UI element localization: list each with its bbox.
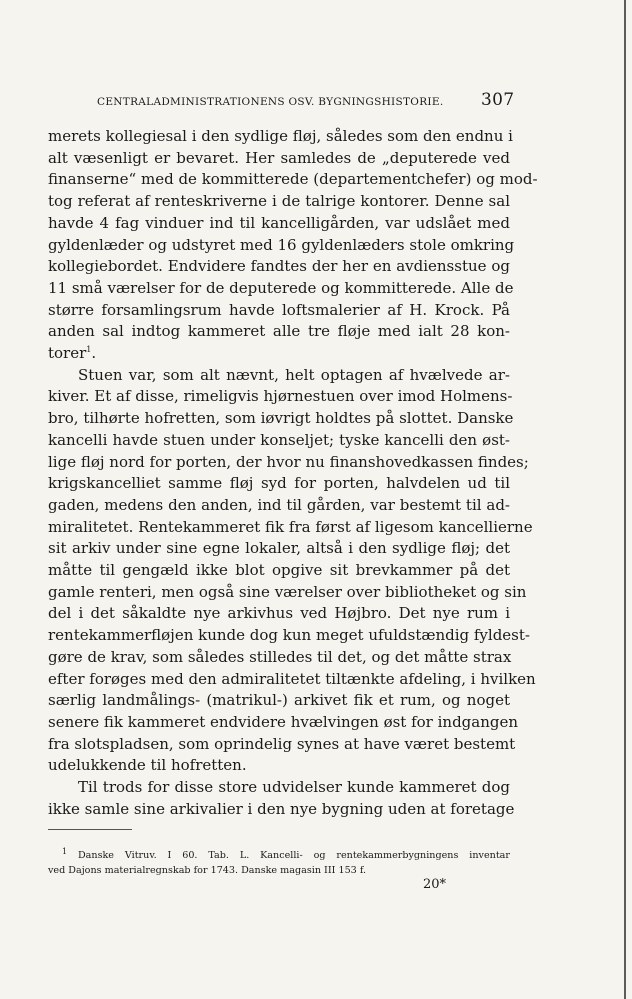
text-line: gaden, medens den anden, ind til gården, var bestemt til ad- [48, 495, 510, 514]
text-line: gamle renteri, men også sine værelser over bibliotheket og sin [48, 582, 527, 601]
text-line: Til trods for disse store udvidelser kunde kammeret dog [78, 778, 510, 797]
text-line: fra slotspladsen, som oprindelig synes at have været bestemt [48, 734, 516, 753]
footnote-line [48, 848, 510, 863]
page-number: 307 [481, 90, 515, 110]
text-line: kollegiebordet. Endvidere fandtes der her en avdiensstue og [48, 257, 510, 276]
body-text [48, 126, 538, 821]
text-line: større forsamlingsrum havde loftsmalerier af H. Krock. På [48, 300, 510, 319]
text-line: tog referat af renteskriverne i de talrige kontorer. Denne sal [48, 192, 510, 211]
text-line: anden sal indtog kammeret alle tre fløje med ialt 28 kon- [48, 322, 510, 341]
scan-edge [624, 0, 626, 999]
text-line: bro, tilhørte hofretten, som iøvrigt holdtes på slottet. Danske [48, 409, 514, 428]
text-line: havde 4 fag vinduer ind til kancelligården, var udslået med [48, 213, 510, 232]
text-line: Stuen var, som alt nævnt, helt optagen af hvælvede ar- [78, 365, 510, 384]
text-line: kiver. Et af disse, rimeligvis hjørnestuen over imod Holmens- [48, 387, 513, 406]
text-fragment: torer [48, 344, 87, 363]
text-line: gøre de krav, som således stilledes til det, og det måtte strax [48, 647, 512, 666]
text-line: finanserne“ med de kommitterede (departementchefer) og mod- [48, 170, 538, 189]
running-title: CENTRALADMINISTRATIONENS OSV. BYGNINGSHISTORIE. [97, 96, 444, 108]
text-line: sit arkiv under sine egne lokaler, altså i den sydlige fløj; det [48, 539, 510, 558]
text-line-last: udelukkende til hofretten. [48, 756, 247, 775]
text-line: måtte til gengæld ikke blot opgive sit brevkammer på det [48, 561, 510, 580]
text-fragment: . [91, 344, 97, 363]
footnote-separator [48, 829, 132, 830]
text-line: merets kollegiesal i den sydlige fløj, således som den endnu i [48, 127, 513, 145]
text-line: særlig landmålings- (matrikul-) arkivet fik et rum, og noget [48, 691, 510, 710]
text-line: del i det såkaldte nye arkivhus ved Højbro. Det nye rum i [48, 604, 510, 623]
paragraph-2 [48, 365, 536, 777]
text-line: 11 små værelser for de deputerede og kommitterede. Alle de [48, 278, 514, 297]
text-line: miralitetet. Rentekammeret fik fra først af ligesom kancellierne [48, 517, 533, 536]
signature-mark: 20* [423, 877, 447, 892]
text-line: senere fik kammeret endvidere hvælvingen øst for indgangen [48, 712, 519, 731]
footnote-text: Danske Vitruv. I 60. Tab. L. Kancelli- og rentekammerbygningens inventar [77, 850, 510, 861]
footnote-marker: 1 [62, 846, 68, 856]
text-line: krigskancelliet samme fløj syd for porten, halvdelen ud til [48, 474, 510, 493]
text-line: efter forøges med den admiralitetet tiltænkte afdeling, i hvilken [48, 669, 536, 688]
text-line: ikke samle sine arkivalier i den nye bygning uden at foretage [48, 799, 515, 818]
paragraph-1 [48, 126, 538, 365]
text-line: gyldenlæder og udstyret med 16 gyldenlæders stole omkring [48, 235, 515, 254]
footnote-line: ved Dajons materialregnskab for 1743. Danske magasin III 153 f. [48, 865, 367, 876]
footnote-ref[interactable]: 1 [86, 345, 92, 355]
paragraph-3 [48, 777, 515, 820]
text-line-last [48, 343, 510, 365]
text-line: kancelli havde stuen under konseljet; tyske kancelli den øst- [48, 430, 510, 449]
text-line: alt væsenligt er bevaret. Her samledes de „deputerede ved [48, 148, 510, 167]
footnote [48, 848, 510, 878]
text-line: lige fløj nord for porten, der hvor nu finanshovedkassen findes; [48, 452, 529, 471]
text-line: rentekammerfløjen kunde dog kun meget ufuldstændig fyldest- [48, 626, 530, 645]
